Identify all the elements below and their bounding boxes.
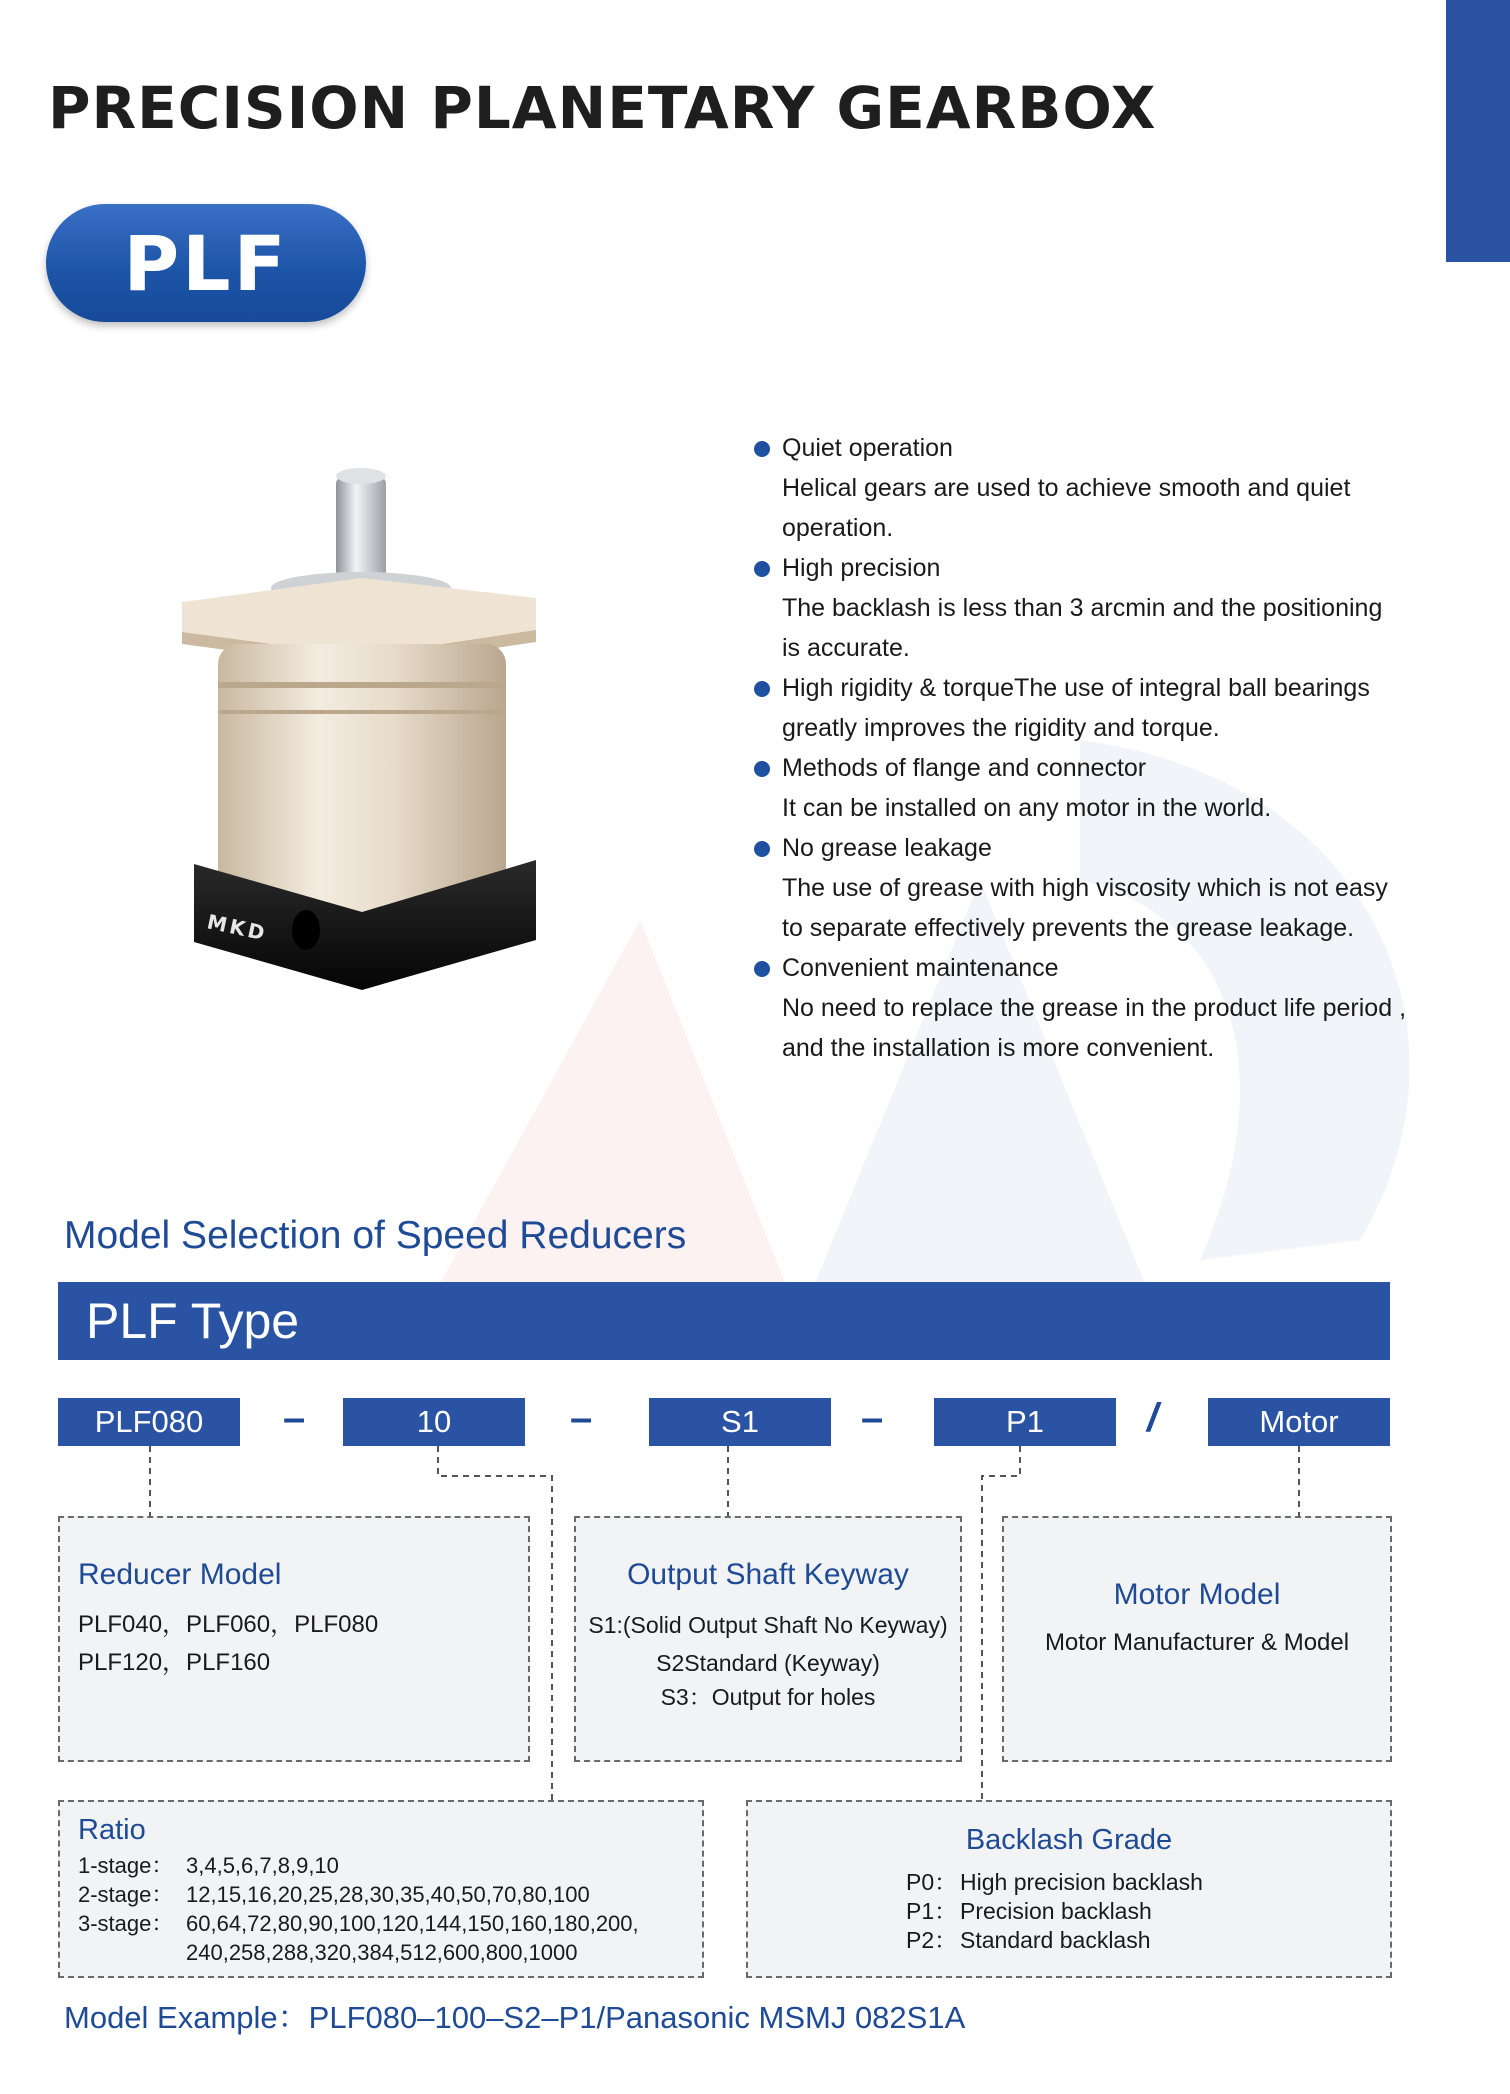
backlash-desc: High precision backlash: [960, 1869, 1203, 1895]
backlash-grade-title: Backlash Grade: [965, 1824, 1173, 1856]
feature-title: High precision: [752, 548, 1432, 588]
reducer-model-box: [58, 1516, 530, 1762]
feature-desc: The use of grease with high viscosity which is not easy: [782, 874, 1388, 902]
output-shaft-box: [574, 1516, 962, 1762]
type-bar-label: PLF Type: [86, 1293, 300, 1349]
ratio-row-values: 60,64,72,80,90,100,120,144,150,160,180,200,: [186, 1911, 639, 1936]
reducer-model-line: PLF120，PLF160: [78, 1649, 271, 1676]
ratio-row-label: 1-stage：: [78, 1853, 174, 1878]
reducer-model-title: Reducer Model: [78, 1558, 282, 1591]
backlash-grade-box: [746, 1800, 1392, 1978]
model-example-label: Model Example：: [64, 2000, 309, 2035]
code-separator: –: [283, 1396, 306, 1440]
code-backlash: P1: [934, 1398, 1116, 1446]
model-example: [64, 1992, 965, 2037]
feature-desc: It can be installed on any motor in the world.: [782, 794, 1272, 822]
feature-title: No grease leakage: [752, 828, 1432, 868]
code-ratio: 10: [343, 1398, 525, 1446]
output-shaft-line: S2Standard (Keyway): [656, 1650, 880, 1676]
feature-title: High rigidity & torqueThe use of integral ball bearings: [752, 668, 1432, 708]
backlash-code: P2：: [906, 1927, 958, 1953]
feature-desc: and the installation is more convenient.: [782, 1034, 1215, 1062]
backlash-desc: Precision backlash: [960, 1898, 1152, 1924]
feature-desc: is accurate.: [782, 634, 910, 662]
motor-model-line: Motor Manufacturer & Model: [1044, 1629, 1350, 1656]
feature-desc: The backlash is less than 3 arcmin and the positioning: [782, 594, 1383, 622]
output-shaft-title: Output Shaft Keyway: [627, 1558, 909, 1591]
feature-desc: to separate effectively prevents the grease leakage.: [782, 914, 1355, 942]
feature-title: Quiet operation: [752, 428, 1432, 468]
feature-desc: Helical gears are used to achieve smooth and quiet: [782, 474, 1351, 502]
page-title: PRECISION PLANETARY GEARBOX: [48, 74, 1157, 142]
feature-desc: operation.: [782, 514, 894, 542]
reducer-model-line: PLF040，PLF060，PLF080: [78, 1611, 379, 1638]
ratio-box: [58, 1800, 704, 1978]
code-motor: Motor: [1208, 1398, 1390, 1446]
code-separator: /: [1147, 1396, 1159, 1440]
backlash-code: P0：: [906, 1869, 958, 1895]
backlash-code: P1：: [906, 1898, 958, 1924]
ratio-row-label: 2-stage：: [78, 1882, 174, 1907]
feature-title: Methods of flange and connector: [752, 748, 1432, 788]
ratio-title: Ratio: [78, 1814, 146, 1846]
ratio-row-values: 3,4,5,6,7,8,9,10: [186, 1853, 339, 1878]
model-example-value: PLF080–100–S2–P1/Panasonic MSMJ 082S1A: [308, 2000, 966, 2035]
selection-heading: Model Selection of Speed Reducers: [64, 1214, 687, 1257]
output-shaft-line: S3：Output for holes: [660, 1684, 876, 1710]
code-model: PLF080: [58, 1398, 240, 1446]
code-shaft: S1: [649, 1398, 831, 1446]
feature-desc: greatly improves the rigidity and torque.: [782, 714, 1220, 742]
code-separator: –: [861, 1396, 884, 1440]
ratio-row-values: 240,258,288,320,384,512,600,800,1000: [186, 1940, 578, 1965]
motor-model-title: Motor Model: [1113, 1578, 1281, 1611]
feature-title: Convenient maintenance: [752, 948, 1432, 988]
backlash-desc: Standard backlash: [960, 1927, 1151, 1953]
feature-desc: No need to replace the grease in the product life period ,: [782, 994, 1407, 1022]
ratio-row-label: 3-stage：: [78, 1911, 174, 1936]
output-shaft-line: S1:(Solid Output Shaft No Keyway): [588, 1612, 948, 1638]
ratio-row-values: 12,15,16,20,25,28,30,35,40,50,70,80,100: [186, 1882, 590, 1907]
brand-label: MKD: [204, 909, 270, 946]
motor-model-box: [1002, 1516, 1392, 1762]
series-badge-label: PLF: [123, 218, 289, 308]
code-separator: –: [570, 1396, 593, 1440]
